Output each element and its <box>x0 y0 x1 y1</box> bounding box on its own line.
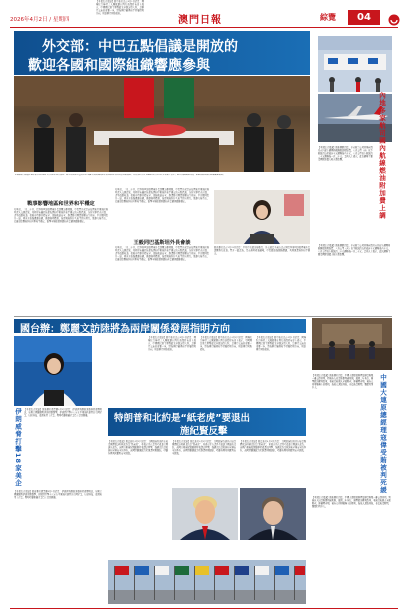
top-photo <box>14 76 310 172</box>
logo-icon <box>388 11 400 23</box>
subhead-a: 戰事影響地區和世界和平穩定 <box>27 201 95 207</box>
trump-photo <box>172 488 238 540</box>
side-story-headline: 伊朗威脅打擊18家美企 <box>14 408 22 487</box>
bottom-body-col1: 【本報綜合報道】據法新社4月1日消息：美國總統特朗普在接受媒體採訪時稱北約是“紙老虎”，並表示正在認真考慮讓美國退出北約。英國首相施紀賢隨即發表講話回擊，強調北約是歐洲和全球安全的基石，英國將繼續致力於維護同盟團結，呼籲各國共同應對安全挑戰。 <box>108 440 168 456</box>
right-story2-body-cont: 【本報綜合報道】據新華社消息，中國大連原總經理寇偉受賄案一審公開宣判，對被告人以受賄罪判處死刑，緩期二年執行，剝奪政治權利終身，並處沒收個人全部財產。經審理查明，被告人利用職務上的便利，為他人謀取利益，非法收受財物，數額特別巨大。 <box>312 496 391 509</box>
top-headline-box <box>14 31 310 75</box>
masthead-logo: 澳門日報 <box>178 15 222 26</box>
starmer-photo <box>240 488 306 540</box>
mid-headline: 國台辦：鄭麗文訪陸將為兩岸關係發展指明方向 <box>20 324 230 335</box>
issue-date: 2026年4月2日 / 星期四 <box>10 17 70 23</box>
page-header <box>10 10 398 26</box>
spokesperson-photo <box>214 190 310 244</box>
top-headline-line2: 歡迎各國和國際組織響應參與 <box>28 58 210 74</box>
footer-rule <box>10 608 398 609</box>
top-body-col1: 毛寧說，三月二十日，巴基斯坦副總理兼外長達爾訪華期間，中巴雙方就當前海灣和中東地區局勢深入交換意見，共同發布關於恢復海灣和中東地區和平穩定的五點倡議，包括立即停火止戰、盡早啟動和談、保障非軍事目標安全、保障航道安全、維護聯合國憲章權威等內容。中方願同巴方一道，同各方加強溝通協調，推動局勢降溫，為實現地區持久和平作出努力。戰事久拖不決，已嚴重影響地區和世界和平穩定，衝擊全球能源供應和產業鏈供應鏈穩定。 <box>14 208 108 224</box>
bottom-headline-box <box>108 408 306 436</box>
subhead-b: 王毅同巴基斯坦外長會談 <box>133 240 191 246</box>
mid-body-col2: 【本報綜合報道】據中新社北京4月1日消息：國務院台辦發言人陳斌華在例行新聞發布會上表示，中國國民黨主席鄭麗文率團訪問大陸，是兩岸交流的重要一步，將為兩岸關係和平發展指明方向，增進兩岸同胞福祉。 <box>148 336 196 352</box>
mid-body-col3: 【本報綜合報道】據中新社北京4月1日消息：國務院台辦發言人陳斌華在例行新聞發布會上表示，中國國民黨主席鄭麗文率團訪問大陸，是兩岸交流的重要一步，將為兩岸關係和平發展指明方向，增進兩岸同胞福祉。 <box>200 336 252 352</box>
section-divider <box>14 316 392 317</box>
court-photo <box>312 318 392 370</box>
page-number-badge <box>348 10 380 25</box>
mid-headline-box <box>14 319 306 333</box>
bottom-body-col2: 【本報綜合報道】據法新社4月1日消息：美國總統特朗普在接受媒體採訪時稱北約是“紙老虎”，並表示正在認真考慮讓美國退出北約。英國首相施紀賢隨即發表講話回擊，強調北約是歐洲和全球安全的基石，英國將繼續致力於維護同盟團結，呼籲各國共同應對安全挑戰。 <box>172 440 236 456</box>
top-headline-line1: 外交部：中巴五點倡議是開放的 <box>42 39 238 55</box>
side-story-body-cont: 【本報綜合報道】據新華社德黑蘭4月1日消息：伊朗伊斯蘭革命衛隊發表聲明說，如果美國繼續對伊朗發動襲擊，伊朗將打擊十八家在中東地區運營的美國企業，包括科技、能源和軍工企業。聲明呼籲相關企業員工盡快撤離。 <box>14 490 102 500</box>
top-photo-caption: 【本報綜合報道】據中新社北京4月1日及3月31日消息：針對中國和巴基斯坦發布關於恢復海灣和中東地區和平穩定的五點倡議，外交部發言人毛寧4月1日在例行記者會上表示，這份倡議是開放的，歡迎各國和國際組織響應參與。 <box>14 174 225 176</box>
airport-photo <box>318 36 392 92</box>
bottom-headline-line2: 施紀賢反擊 <box>180 426 228 437</box>
mid-body-col4: 【本報綜合報道】據中新社北京4月1日消息：國務院台辦發言人陳斌華在例行新聞發布會上表示，中國國民黨主席鄭麗文率團訪問大陸，是兩岸交流的重要一步，將為兩岸關係和平發展指明方向，增進兩岸同胞福祉。 <box>256 336 306 352</box>
page-number: 04 <box>357 12 371 23</box>
nato-flags-photo <box>108 560 306 604</box>
top-body-col3: 毛寧說，三月二十日，巴基斯坦副總理兼外長達爾訪華期間，中巴雙方就當前海灣和中東地區局勢深入交換意見，共同發布關於恢復海灣和中東地區和平穩定的五點倡議，包括立即停火止戰、盡早啟動和談、保障非軍事目標安全、保障航道安全、維護聯合國憲章權威等內容。中方願同巴方一道，同各方加強溝通協調，推動局勢降溫，為實現地區持久和平作出努力。戰事久拖不決，已嚴重影響地區和世界和平穩定，衝擊全球能源供應和產業鏈供應鏈穩定。 <box>115 246 209 262</box>
bottom-headline-line1: 特朗普和北約是“紙老虎”要退出 <box>114 413 250 424</box>
header-rule <box>10 27 398 28</box>
bottom-body-col3: 【本報綜合報道】據法新社4月1日消息：美國總統特朗普在接受媒體採訪時稱北約是“紙老虎”，並表示正在認真考慮讓美國退出北約。英國首相施紀賢隨即發表講話回擊，強調北約是歐洲和全球安全的基石，英國將繼續致力於維護同盟團結，呼籲各國共同應對安全挑戰。 <box>240 440 306 453</box>
right-story1-body-cont: 【本報綜合報道】據新華網消息，多家航空公司宣佈自四月五日起上調國內航線燃油附加費，八百公里（含）以下航段由每位旅客十元調整為六十元，八百公里以上航段由二十元調整為一百二十元。業內人士表示，此次調整主要受國際油價大幅上漲影響。 <box>318 244 391 257</box>
mid-body-col1: 【本報綜合報道】據中新社北京4月1日消息：國務院台辦發言人陳斌華在例行新聞發布會上表示，中國國民黨主席鄭麗文率團訪問大陸，是兩岸交流的重要一步，將為兩岸關係和平發展指明方向，增進兩岸同胞福祉。 <box>96 0 144 16</box>
right-story2-body: 【本報綜合報道】據新華社消息，中國大連原總經理寇偉受賄案一審公開宣判，對被告人以受賄罪判處死刑，緩期二年執行，剝奪政治權利終身，並處沒收個人全部財產。經審理查明，被告人利用職務上的便利，為他人謀取利益，非法收受財物，數額特別巨大。 <box>312 374 374 390</box>
top-photo2-caption: 據新華社北京3月31日消息：中共中央政治局委員、外交部長王毅在北京同巴基斯坦副總理兼外長達爾舉行會談。雙方一致認為，當前局勢複雜嚴峻，中巴應加強戰略溝通，共同維護地區和平穩定。 <box>214 246 310 256</box>
section-name: 綜覽 <box>320 13 336 22</box>
spokesman-taiwan-photo <box>14 336 92 406</box>
right-story1-body: 【本報綜合報道】據新華網消息，多家航空公司宣佈自四月五日起上調國內航線燃油附加費，八百公里（含）以下航段由每位旅客十元調整為六十元，八百公里以上航段由二十元調整為一百二十元。業內人士表示，此次調整主要受國際油價大幅上漲影響。 <box>318 146 373 162</box>
right-story2-headline: 中國大連原總經理寇偉受賄被判死緩 <box>379 374 387 494</box>
right-story1-headline: 內地多家航司國內航線燃油附加費上調 <box>378 92 386 220</box>
side-story-body: 【本報綜合報道】據新華社德黑蘭4月1日消息：伊朗伊斯蘭革命衛隊發表聲明說，如果美國繼續對伊朗發動襲擊，伊朗將打擊十八家在中東地區運營的美國企業，包括科技、能源和軍工企業。聲明呼籲相關企業員工盡快撤離。 <box>24 408 102 418</box>
top-body-col2: 毛寧說，三月二十日，巴基斯坦副總理兼外長達爾訪華期間，中巴雙方就當前海灣和中東地區局勢深入交換意見，共同發布關於恢復海灣和中東地區和平穩定的五點倡議，包括立即停火止戰、盡早啟動和談、保障非軍事目標安全、保障航道安全、維護聯合國憲章權威等內容。中方願同巴方一道，同各方加強溝通協調，推動局勢降溫，為實現地區持久和平作出努力。戰事久拖不決，已嚴重影響地區和世界和平穩定，衝擊全球能源供應和產業鏈供應鏈穩定。 <box>115 188 209 204</box>
